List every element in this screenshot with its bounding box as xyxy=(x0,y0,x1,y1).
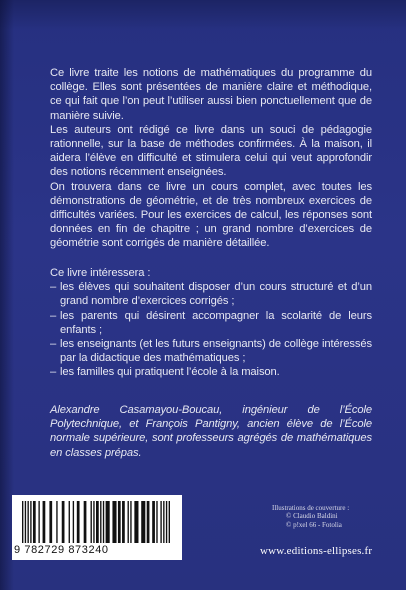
description-paragraph-3: On trouvera dans ce livre un cours complet, avec toutes les démonstrations de géométrie, et de très nombreux exercices de difficultés variées. Pour les exercices de calcul, les réponses sont données en fin de chapitre ; un grand nombre d’exercices de géométrie sont corrigés de manière détaillée. xyxy=(50,180,372,250)
barcode-bar xyxy=(147,501,150,543)
publisher-website-link[interactable]: www.editions-ellipses.fr xyxy=(260,545,373,557)
barcode-bar xyxy=(166,501,167,543)
barcode-bar xyxy=(141,501,145,543)
barcode-bar xyxy=(169,501,170,543)
barcode-bar xyxy=(73,501,74,543)
barcode-bar xyxy=(134,501,138,543)
barcode-bar xyxy=(56,501,57,543)
audience-list xyxy=(50,280,372,379)
barcode-digits: 9 782729 873240 xyxy=(14,544,109,556)
barcode-bar xyxy=(62,501,65,543)
authors-text: Alexandre Casamayou-Boucau, ingénieur de l’École Polytechnique, et François Pantigny, ancien élève de l’École normale supérieure, sont professeurs agrégés de mathématiques en classes prépas. xyxy=(50,404,372,459)
barcode-bar xyxy=(96,501,99,543)
barcode-bar xyxy=(38,501,39,543)
top-shadow xyxy=(0,0,406,30)
audience-heading: Ce livre intéressera : xyxy=(50,267,151,279)
barcode-bars xyxy=(18,501,176,543)
barcode-bar xyxy=(84,501,87,543)
barcode-bar xyxy=(130,501,131,543)
barcode-bar xyxy=(69,501,70,543)
barcode-bar xyxy=(43,501,46,543)
audience-item-families: – les familles qui pratiquent l’école à la maison. xyxy=(50,365,372,379)
audience-item-students: – les élèves qui souhaitent disposer d’un cours structuré et d’un grand nombre d’exercices corrigés ; xyxy=(50,280,372,308)
barcode-bar xyxy=(103,501,104,543)
barcode-bar xyxy=(22,501,23,543)
barcode-bar xyxy=(100,501,101,543)
barcode-bar xyxy=(27,501,28,543)
audience-item-teachers: – les enseignants (et les futurs enseignants) de collège intéressés par la didactique des mathématiques ; xyxy=(50,337,372,365)
barcode-bar xyxy=(160,501,161,543)
credit-line-1: © Claudio Baldini xyxy=(286,512,338,521)
credits-heading: Illustrations de couverture : xyxy=(272,504,350,512)
barcode-bar xyxy=(152,501,155,543)
description-paragraph-1: Ce livre traite les notions de mathématiques du programme du collège. Elles sont présentées de manière claire et méthodique, ce qui fait que l’on peut l’utiliser aussi bien ponctuellement que de manière suivie. xyxy=(50,67,372,122)
barcode-bar xyxy=(122,501,125,543)
audience-block xyxy=(50,266,372,380)
audience-item-parents: – les parents qui désirent accompagner la scolarité de leurs enfants ; xyxy=(50,309,372,337)
barcode-bar xyxy=(33,501,36,543)
barcode-bar xyxy=(30,501,31,543)
credit-line-2: © p!xel 66 - Fotolia xyxy=(286,520,342,529)
barcode-bar xyxy=(106,501,110,543)
illustration-credits xyxy=(272,504,382,529)
isbn-barcode xyxy=(12,495,182,560)
barcode-bar xyxy=(77,501,80,543)
barcode-bar xyxy=(49,501,52,543)
barcode-bar xyxy=(163,501,164,543)
description-block xyxy=(50,66,372,251)
barcode-bar xyxy=(156,501,157,543)
authors-bio xyxy=(50,403,372,460)
barcode-bar xyxy=(118,501,121,543)
barcode-bar xyxy=(25,501,26,543)
barcode-bar xyxy=(91,501,92,543)
barcode-bar xyxy=(93,501,94,543)
barcode-bar xyxy=(128,501,129,543)
description-paragraph-2: Les auteurs ont rédigé ce livre dans un souci de pédagogie rationnelle, sur la base de méthodes confirmées. À la maison, il aidera l’élève en difficulté et stimulera celui qui veut approfondir des notions récemment enseignées. xyxy=(50,123,372,179)
barcode-bar xyxy=(112,501,116,543)
